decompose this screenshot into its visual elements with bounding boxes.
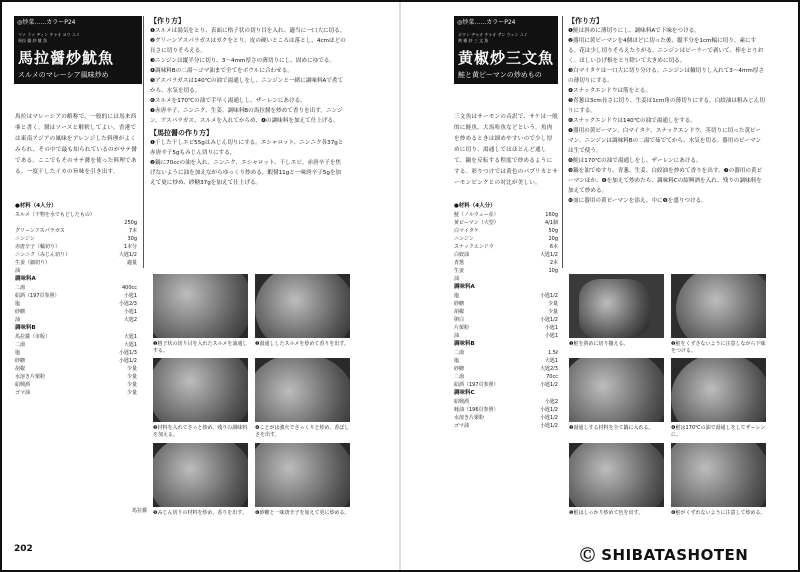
left-caption-6: ❻砂糖と一味唐辛子を加えて更に炒める。 bbox=[255, 510, 350, 516]
ingredient-name: 紹興酒 bbox=[15, 382, 31, 388]
recipe-step: ❷鍋に70ccの油を入れ、ニンニク、エシャロット、干しエビ、赤唐辛子を焦げないように油を加えながらゆっくり炒める。蝦醤11gと一味唐辛子5gを加えて更に炒め、砂糖37gを加えて仕上げる。 bbox=[150, 160, 342, 186]
left-photo-5 bbox=[153, 443, 248, 507]
left-intro: 馬拉はマレーシアの略称で、一般的には馬来西亜と書く。醤はソースと解釈してよい。香港では東南アジアの風味をアレンジした料理がよくみられ、その中で最も知られているのがサテ醤である。ここでもそのサテ醤を使った料理である。一度干したイカの旨味を引き出す。 bbox=[15, 114, 138, 175]
ingredient-row bbox=[454, 219, 558, 227]
ingredient-row bbox=[15, 308, 137, 316]
left-steps-header: 【作り方】 bbox=[150, 17, 185, 25]
ingredient-qty: 適量 bbox=[126, 260, 137, 266]
ingredient-qty: 7本 bbox=[128, 228, 137, 234]
right-steps-header: 【作り方】 bbox=[568, 17, 603, 25]
ingredient-qty: 小匙1/2 bbox=[539, 293, 558, 299]
ingredient-name: 生姜 bbox=[454, 268, 465, 274]
ingredient-qty: 大匙1/2 bbox=[118, 252, 137, 258]
ingredient-row bbox=[454, 275, 558, 283]
ingredient-qty: 小匙1/2 bbox=[539, 423, 558, 429]
ingredient-qty: 大匙1/2 bbox=[539, 252, 558, 258]
right-caption-2: ❷鮭をくずさないように注意しながら下味をつける。 bbox=[671, 341, 766, 354]
left-ingredients bbox=[15, 202, 137, 397]
left-caption-5: ❺みじん切りの材料を炒め、香りを出す。 bbox=[153, 510, 247, 516]
right-photo-2 bbox=[671, 274, 766, 338]
left-ruby-line2: 馬拉 醤 炒 魷 魚 bbox=[18, 38, 48, 43]
ingredient-name: 赤唐辛子（輪切り） bbox=[15, 244, 61, 250]
ingredient-row bbox=[454, 332, 558, 340]
right-caption-5: ❺鮭はしっかり炒めて色を出す。 bbox=[569, 510, 644, 516]
right-photo-3 bbox=[569, 358, 664, 422]
ingredient-name: 片栗粉 bbox=[454, 325, 470, 331]
right-season-b-label: 調味料B bbox=[454, 341, 475, 347]
ingredient-row bbox=[454, 381, 558, 389]
ingredient-name: 白マイタケ bbox=[454, 228, 479, 234]
ingredient-name: グリーンアスパラガス bbox=[15, 228, 65, 234]
recipe-step: ❼器用の黄ピーマン、白マイタケ、スナックエンドウ、茎切りに切った黄ピーマン、ニンジンは調味料Bの二湯で茹でてから、水気を切る。器用のピーマンは生で使う。 bbox=[568, 128, 762, 154]
ingredient-qty: 小匙1/2 bbox=[118, 358, 137, 364]
right-header: ◎炒菜……カラーP24 bbox=[457, 19, 516, 26]
recipe-step: ❷器用に黄ピーマンを4個ほどに切った後、縦半分を1cm幅に切り、素にする。花は少し切りそろえたりがる。ニンジンはピーラーで剥いて、棒をとりおく。ほしいひげ根をとり除いて大きめに切る。 bbox=[568, 38, 764, 64]
recipe-step: ❶干した干しエビ55gはみじん切りにする。エシャロット、ニンニク各37gと赤唐辛子5gもみじん切りにする。 bbox=[150, 140, 344, 156]
left-steps bbox=[150, 16, 346, 188]
left-caption-2: ❷湯通ししたスルメを炒めて香りを出す。 bbox=[255, 341, 349, 347]
left-photo-4 bbox=[255, 358, 350, 422]
ingredient-qty: 少量 bbox=[126, 366, 137, 372]
left-title-box bbox=[14, 16, 142, 84]
ingredient-qty: 小匙1/2 bbox=[539, 317, 558, 323]
ingredient-name: 卵白 bbox=[454, 317, 465, 323]
left-ruby-line1: マァ ラァ ヂィン チャオ ヨウ ユイ bbox=[18, 32, 80, 37]
ingredient-qty: 小匙2/3 bbox=[118, 301, 137, 307]
ingredient-qty: 10g bbox=[548, 268, 558, 274]
recipe-step: ❻スナックエンドウは140℃の油で湯通しをする。 bbox=[568, 118, 696, 124]
left-caption-3: ❸材料を入れてさっと炒め、残りの調味料を加える。 bbox=[153, 425, 248, 438]
ingredient-name: ゴマ油 bbox=[454, 423, 470, 429]
right-season-a-label: 調味料A bbox=[454, 284, 475, 290]
left-header: ◎炒菜……カラーP24 bbox=[17, 19, 76, 26]
ingredient-qty: 1本分 bbox=[123, 244, 137, 250]
ingredient-name: 胡椒 bbox=[454, 309, 465, 315]
right-ing-title: ●材料（4人分） bbox=[454, 203, 496, 209]
ingredient-name: 砂糖 bbox=[454, 301, 465, 307]
ingredient-qty: 2本 bbox=[549, 260, 558, 266]
ingredient-name: 紹興酒 bbox=[454, 399, 470, 405]
ingredient-row bbox=[454, 227, 558, 235]
ingredient-name: 砂糖 bbox=[15, 309, 26, 315]
ingredient-name: スルメ（干物を水でもどしたもの） bbox=[15, 212, 95, 218]
ingredient-row bbox=[15, 389, 137, 397]
gutter bbox=[399, 2, 401, 570]
ingredient-row bbox=[15, 365, 137, 373]
ingredient-row bbox=[454, 235, 558, 243]
left-photo-2 bbox=[255, 274, 350, 338]
ingredient-qty bbox=[135, 211, 137, 219]
ingredient-qty: 少量 bbox=[126, 390, 137, 396]
ingredient-name: 水溶き片栗粉 bbox=[454, 415, 485, 421]
ingredient-name: 胡椒 bbox=[15, 366, 26, 372]
left-ing-title: ●材料（4人分） bbox=[15, 203, 57, 209]
ingredient-name: 塩 bbox=[454, 293, 460, 299]
right-caption-6: ❻鮭がくずれないように注意して炒める。 bbox=[671, 510, 766, 516]
recipe-step: ❺アスパラガスは140℃の油で湯通しをし、ニンジンと一緒に調味料Aで煮てから、水気を切る。 bbox=[150, 78, 344, 94]
ingredient-row bbox=[454, 316, 558, 324]
ingredient-qty: 小匙1 bbox=[123, 293, 137, 299]
ingredient-name: 塩 bbox=[454, 358, 460, 364]
ingredient-row bbox=[15, 259, 137, 267]
ingredient-name: ゴマ油 bbox=[15, 390, 31, 396]
ingredient-row bbox=[454, 357, 558, 365]
ingredient-name: 砂糖 bbox=[15, 358, 26, 364]
recipe-step: ❻スルメを170℃の油で手早く湯通しし、ザーレンにあける。 bbox=[150, 98, 306, 104]
right-title: 黄椒炒三文魚 bbox=[458, 49, 555, 67]
ingredient-name: ニンジン bbox=[454, 236, 474, 242]
ingredient-qty: 250g bbox=[124, 220, 137, 226]
recipe-step: ❸ニンジンは縦半分に切り、3〜4mm厚さの薄切りにし、固めにゆでる。 bbox=[150, 58, 335, 64]
left-caption-1: ❶格子状の切り目を入れたスルメを油通しする。 bbox=[153, 341, 248, 354]
ingredient-row bbox=[15, 243, 137, 251]
left-photo-side-label: 馬拉醤 bbox=[132, 508, 148, 514]
ingredient-row bbox=[454, 211, 558, 219]
ingredient-qty: 大匙1 bbox=[544, 358, 558, 364]
ingredient-name: 生姜（細切り） bbox=[15, 260, 51, 266]
right-ruby-line1: ホワン ヂャオ チャオ サン ウェン ユイ bbox=[458, 32, 528, 37]
ingredient-qty: 大匙1 bbox=[123, 334, 137, 340]
ingredient-qty: 20g bbox=[548, 236, 558, 242]
left-subtitle: スルメのマレーシア風味炒め bbox=[18, 71, 109, 79]
ingredient-name: ニンジン bbox=[15, 236, 35, 242]
recipe-step: ❶鮭は斜めに薄切りにし、調味料Aで下味をつける。 bbox=[568, 28, 700, 34]
ingredient-qty: 小匙1 bbox=[123, 309, 137, 315]
ingredient-qty bbox=[556, 275, 558, 283]
ingredient-row bbox=[454, 398, 558, 406]
ingredient-qty: 小匙1/3 bbox=[118, 350, 137, 356]
ingredient-name: 鮭（ノルウェー産） bbox=[454, 212, 499, 218]
ingredient-name: 二湯 bbox=[15, 342, 26, 348]
recipe-step: ❼赤唐辛子、ニンニク、生姜、調味料Bの馬拉醤を炒めて香りを出す。ニンジン、アスパラガス、スルメを入れてからめ、❹の調味料を加えて仕上げる。 bbox=[150, 108, 343, 124]
right-caption-4: ❹鮭は170℃の油で湯通しをしてザーレンに。 bbox=[671, 425, 766, 438]
right-photo-5 bbox=[569, 443, 664, 507]
left-photo-3 bbox=[153, 358, 248, 422]
ingredient-row bbox=[15, 381, 137, 389]
ingredient-row bbox=[454, 349, 558, 357]
ingredient-qty: 1.5ℓ bbox=[547, 350, 558, 356]
ingredient-qty: 400cc bbox=[121, 285, 137, 291]
ingredient-qty: 4/1個 bbox=[544, 220, 558, 226]
right-intro: 三文魚はサーモンの音訳で、サケは一般的に鮭魚、大馬哈魚などという。魚肉を炒めるときは細めやすいので少し厚めに切り、湯通しではほとんど通して、鍋を反転する程度で炒めるようにする。彩りつけでは黄色のパプリカとサーモンピンクとの対比が美しい。 bbox=[454, 114, 559, 186]
right-title-box bbox=[454, 16, 558, 84]
ingredient-row bbox=[454, 422, 558, 430]
ingredient-row bbox=[454, 300, 558, 308]
ingredient-name: 油 bbox=[454, 333, 460, 339]
ingredient-row bbox=[15, 349, 137, 357]
copyright-notice: Ⓒ SHIBATASHOTEN bbox=[580, 546, 749, 564]
ingredient-name: 二湯 bbox=[454, 374, 465, 380]
ingredient-name: 塩 bbox=[15, 350, 21, 356]
ingredient-row bbox=[15, 333, 137, 341]
recipe-step: ❽鮭は170℃の油で湯通しをし、ザーレンにあける。 bbox=[568, 158, 702, 164]
ingredient-qty: 70cc bbox=[546, 374, 558, 380]
ingredient-row bbox=[454, 324, 558, 332]
ingredient-qty: 6本 bbox=[549, 244, 558, 250]
right-photo-6 bbox=[671, 443, 766, 507]
ingredient-name: 塩 bbox=[15, 301, 21, 307]
right-ingredients bbox=[454, 202, 558, 430]
ingredient-row bbox=[454, 308, 558, 316]
ingredient-qty: 少量 bbox=[126, 382, 137, 388]
right-photo-1 bbox=[569, 274, 664, 338]
ingredient-qty: 大匙2 bbox=[123, 317, 137, 323]
ingredient-qty: 小匙1/2 bbox=[539, 407, 558, 413]
ingredient-row bbox=[15, 211, 137, 219]
ingredient-row bbox=[15, 227, 137, 235]
left-photo-1 bbox=[153, 274, 248, 338]
ingredient-qty: 少量 bbox=[547, 309, 558, 315]
ingredient-row bbox=[15, 251, 137, 259]
ingredient-row bbox=[15, 235, 137, 243]
ingredient-qty: 少量 bbox=[547, 301, 558, 307]
ingredient-name: 油 bbox=[15, 317, 21, 323]
ingredient-name: 馬拉醤（市販） bbox=[15, 334, 51, 340]
ingredient-qty: 小匙2 bbox=[544, 399, 558, 405]
ingredient-row bbox=[454, 292, 558, 300]
recipe-step: ❷グリーンアスパラガスはガクをとり、皮の硬いところは落とし、4cmほどの長さに切りそろえる。 bbox=[150, 38, 346, 54]
recipe-step: ❹スナックエンドウは筋をとる。 bbox=[568, 88, 651, 94]
ingredient-row bbox=[454, 414, 558, 422]
ingredient-qty: 小匙1/2 bbox=[539, 382, 558, 388]
ingredient-name: 二湯 bbox=[15, 285, 26, 291]
ingredient-qty: 160g bbox=[545, 212, 558, 218]
recipe-step: ❶スルメは湯気をとり、表面に格子状の切り目を入れ、適当に一口大に切る。 bbox=[150, 28, 346, 34]
right-ruby-line2: 黄 椒 炒 三 文 魚 bbox=[458, 38, 489, 43]
ingredient-qty bbox=[135, 267, 137, 275]
ingredient-row bbox=[454, 243, 558, 251]
recipe-step: ❸白マイタケは一口大に切り分ける。ニンジンは輪切りし入れて3〜4mm厚さの薄切りにする。 bbox=[568, 68, 765, 84]
ingredient-row bbox=[454, 267, 558, 275]
left-page-number: 202 bbox=[14, 544, 33, 554]
ingredient-row bbox=[15, 292, 137, 300]
ingredient-row bbox=[454, 406, 558, 414]
ingredient-name: 油 bbox=[15, 268, 21, 274]
ingredient-qty: 少量 bbox=[126, 374, 137, 380]
ingredient-row bbox=[15, 300, 137, 308]
right-ing-divider bbox=[562, 16, 563, 268]
ingredient-qty: 小匙1 bbox=[544, 325, 558, 331]
recipe-step: ❹調味料Bの二湯〜ゴマ油まで全てをボウルに合わせる。 bbox=[150, 68, 293, 74]
recipe-step: ❾鍋を油でゆすり、青葱、生姜、白絞油を炒めて香りを出す。❼の器用の黄ピーマンほか、❽を加えて炒めたら、調味料Cの紹興酒を入れ、残りの調味料を加えて炒める。 bbox=[568, 168, 763, 194]
right-steps bbox=[568, 16, 766, 206]
right-subtitle: 鮭と黄ピーマンの炒めもの bbox=[458, 71, 542, 79]
left-caption-4: ❹ことがは強火でさっくりと炒め、香ばしさを出す。 bbox=[255, 425, 350, 438]
ingredient-qty: 30g bbox=[127, 236, 137, 242]
ingredient-name: 蚝油（196頁参照） bbox=[454, 407, 499, 413]
left-season-b-label: 調味料B bbox=[15, 325, 36, 331]
left-photo-6 bbox=[255, 443, 350, 507]
right-photo-4 bbox=[671, 358, 766, 422]
right-season-c-label: 調味料C bbox=[454, 390, 475, 396]
ingredient-row bbox=[15, 373, 137, 381]
ingredient-row bbox=[454, 259, 558, 267]
recipe-step: ❺青葱は3cm長さに切り、生姜は1cm角の薄切りにする。白絞油は粗みじん切りにする。 bbox=[568, 98, 765, 114]
left-season-a-label: 調味料A bbox=[15, 276, 36, 282]
right-caption-1: ❶鮭を斜めに切り揃える。 bbox=[569, 341, 629, 347]
ingredient-name: 黄ピーマン（大型） bbox=[454, 220, 499, 226]
ingredient-name: ニンニク（みじん切り） bbox=[15, 252, 71, 258]
ingredient-qty: 大匙2/3 bbox=[539, 366, 558, 372]
ingredient-qty: 大匙1 bbox=[123, 342, 137, 348]
ingredient-name: 紹酒（197頁参照） bbox=[454, 382, 499, 388]
ingredient-name: 砂糖 bbox=[454, 366, 465, 372]
left-sauce-header: 【馬拉醤の作り方】 bbox=[150, 129, 213, 137]
ingredient-name: 白絞油 bbox=[454, 252, 470, 258]
ingredient-row bbox=[15, 284, 137, 292]
recipe-step: ❿皿に器用の黄ピーマンを添え、中に❾を盛りつける。 bbox=[568, 198, 707, 204]
ingredient-qty: 50g bbox=[548, 228, 558, 234]
ingredient-row bbox=[15, 267, 137, 275]
ingredient-name: 水溶き片栗粉 bbox=[15, 374, 46, 380]
ingredient-row bbox=[15, 316, 137, 324]
ingredient-row bbox=[454, 373, 558, 381]
ingredient-name: スナックエンドウ bbox=[454, 244, 494, 250]
ingredient-qty: 小匙1 bbox=[544, 333, 558, 339]
ingredient-name: 油 bbox=[454, 276, 460, 282]
ingredient-name: 紹酒（197頁参照） bbox=[15, 293, 60, 299]
ingredient-row bbox=[15, 357, 137, 365]
right-caption-3: ❸湯通しする材料を全て鍋に入れる。 bbox=[569, 425, 654, 431]
ingredient-name: 青葱 bbox=[454, 260, 465, 266]
ingredient-row bbox=[15, 219, 137, 227]
left-ing-divider bbox=[143, 16, 144, 268]
left-title: 馬拉醤炒魷魚 bbox=[18, 49, 115, 67]
ingredient-row bbox=[15, 341, 137, 349]
ingredient-row bbox=[454, 365, 558, 373]
ingredient-row bbox=[454, 251, 558, 259]
ingredient-qty: 小匙1/2 bbox=[539, 415, 558, 421]
ingredient-name: 二湯 bbox=[454, 350, 465, 356]
